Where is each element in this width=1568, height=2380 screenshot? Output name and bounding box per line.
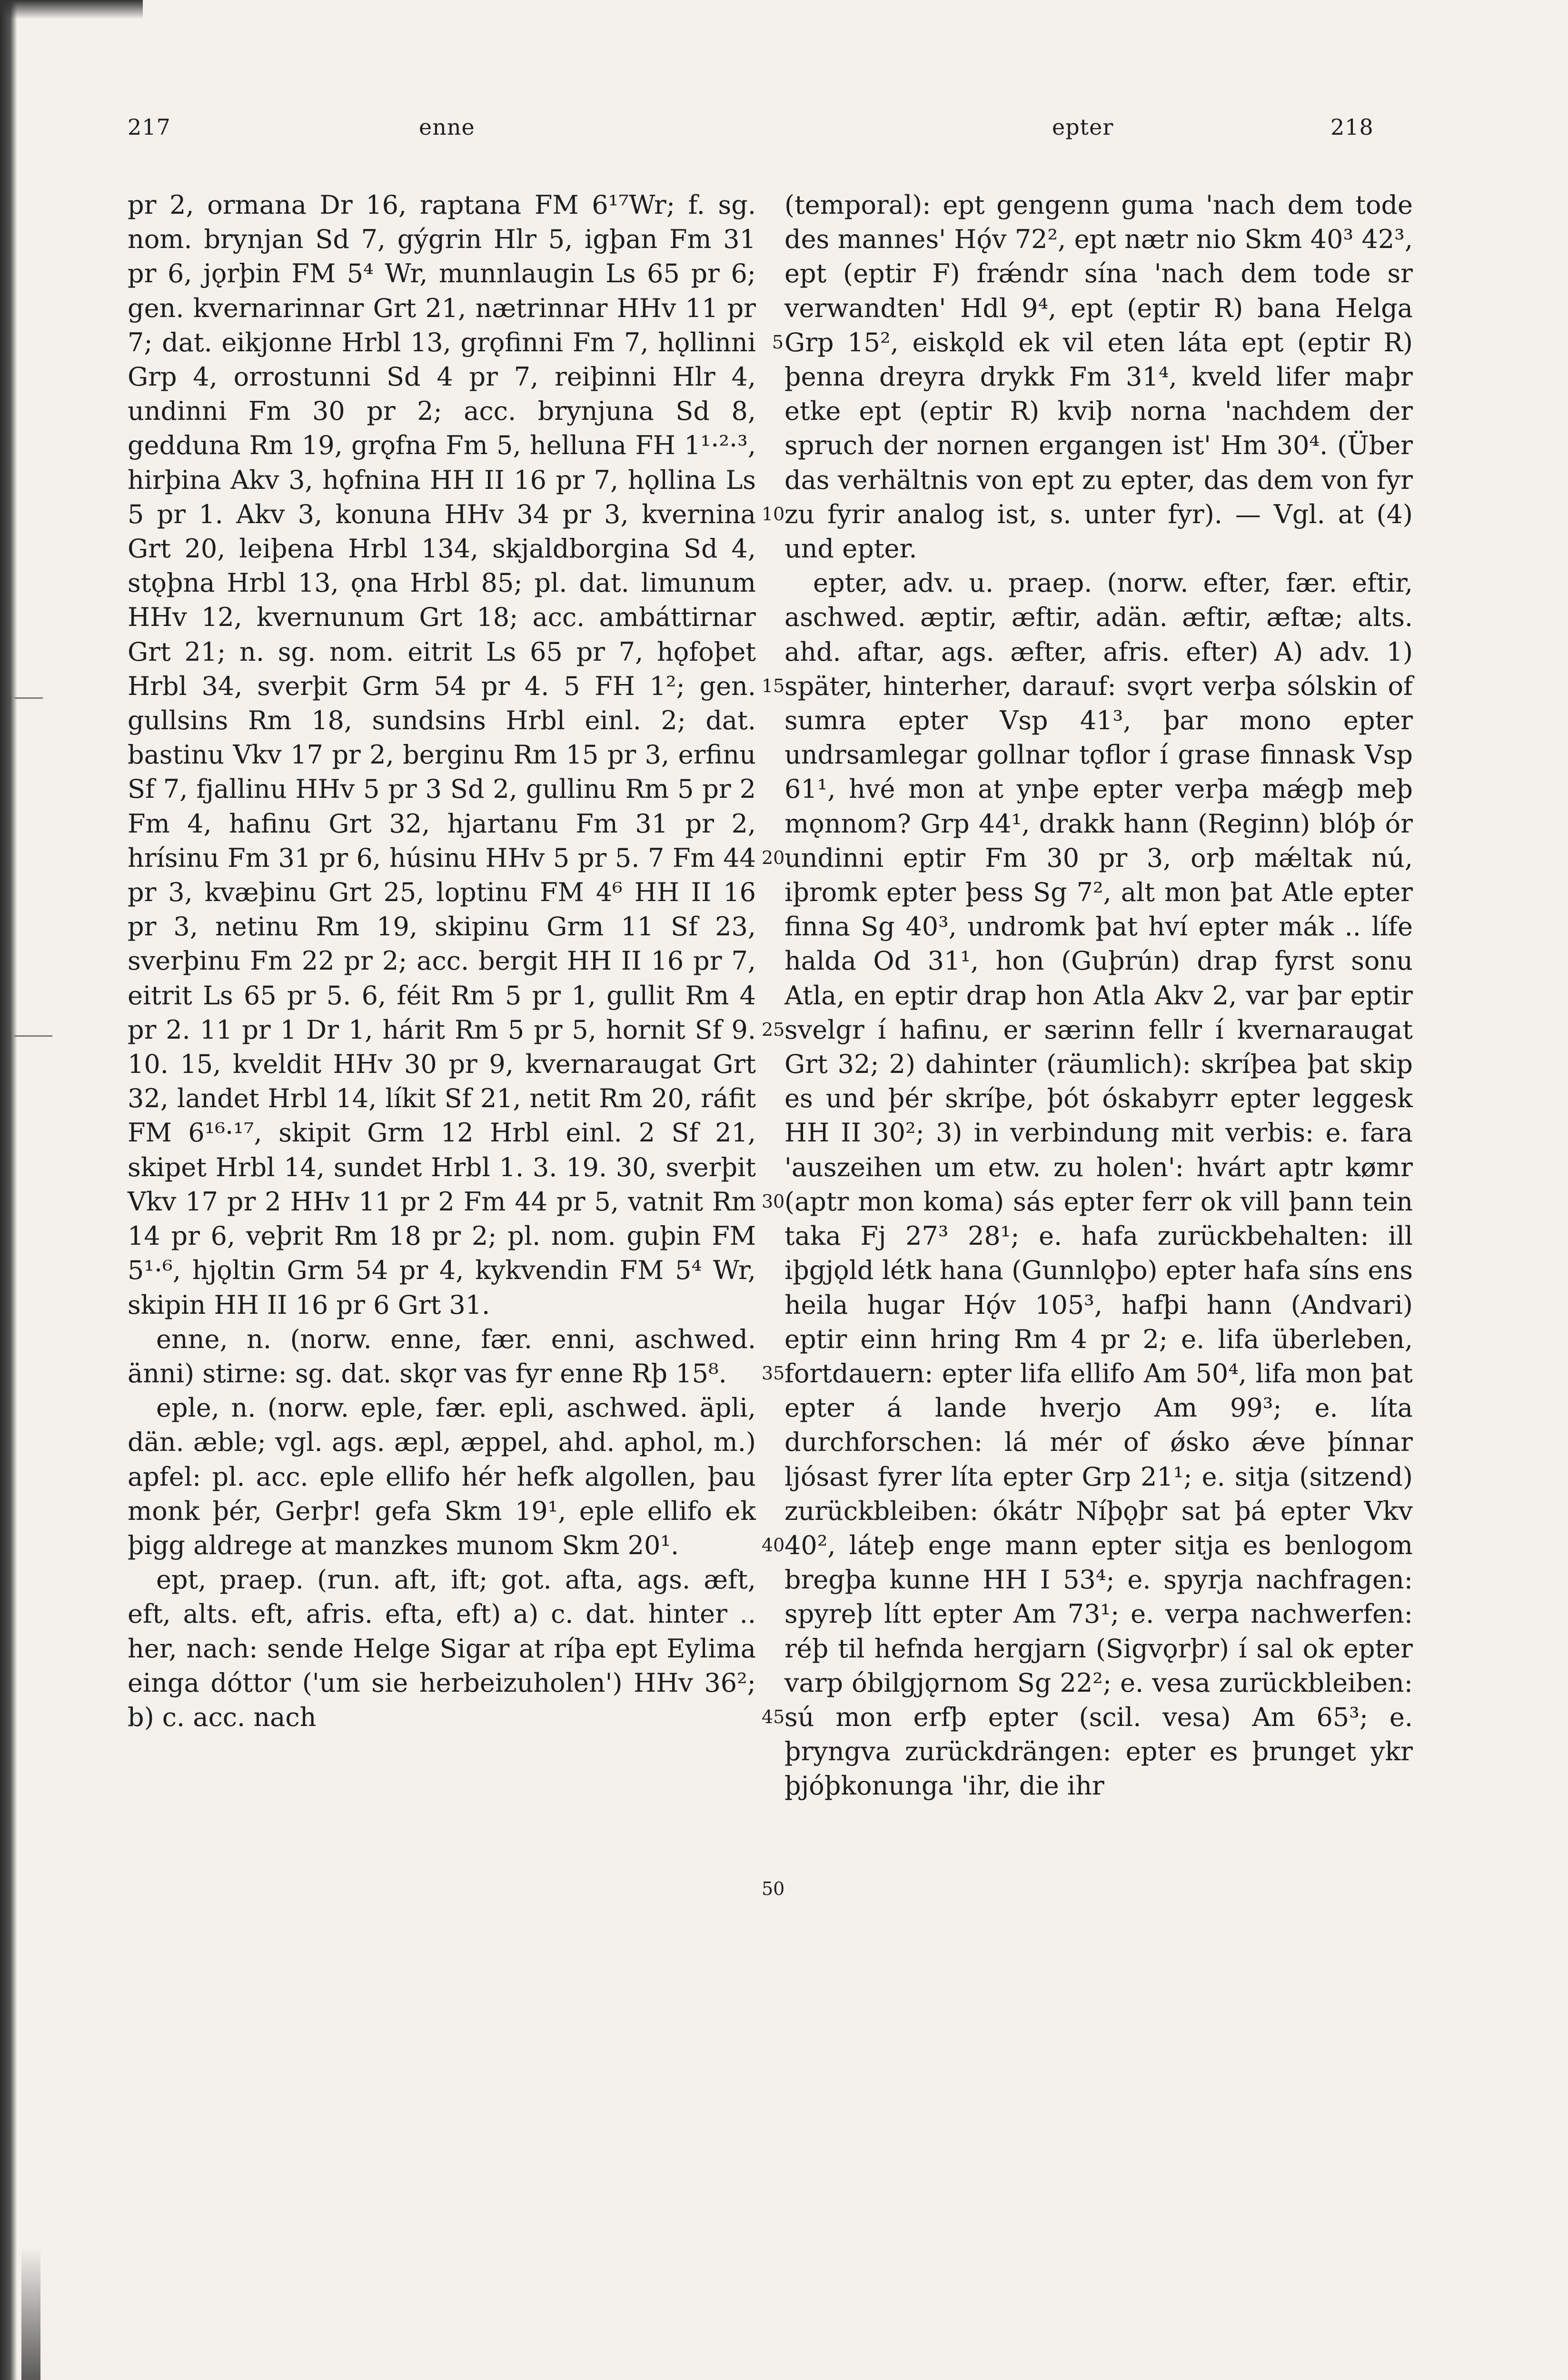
line-number: 5 (772, 332, 784, 353)
page-number-right: 218 (1330, 114, 1374, 140)
scan-corner (0, 0, 143, 19)
running-head-left: enne (419, 114, 475, 140)
entry-ept-continuation: (temporal): ept gengenn guma 'nach dem tode des mannes' Hǫ́v 72², ept nætr nio Skm 40³ 42³, ept (eptir F) frǽndr sína 'nach dem tode sr verwandten' Hdl 9⁴, ept (eptir R) bana Helga Grp 15², eiskǫld ek vil eten láta ept (eptir R) þenna dreyra drykk Fm 31⁴, kveld lifer maþr etke ept (eptir R) kviþ norna 'nachdem der spruch der nornen ergangen ist' Hm 30⁴. (Über das verhältnis von ept zu epter, das dem von fyr zu fyrir analog ist, s. unter fyr). — Vgl. at (4) und epter. (784, 190, 1413, 564)
margin-mark (14, 1035, 52, 1037)
line-number: 25 (762, 1019, 785, 1040)
line-number: 35 (762, 1363, 785, 1384)
left-column (128, 188, 756, 1735)
entry-continuation: pr 2, ormana Dr 16, raptana FM 6¹⁷Wr; f. sg. nom. brynjan Sd 7, gýgrin Hlr 5, igþan Fm 31 pr 6, jǫrþin FM 5⁴ Wr, munnlaugin Ls 65 pr 6; gen. kvernarinnar Grt 21, nætrinnar HHv 11 pr 7; dat. eikjonne Hrbl 13, grǫfinni Fm 7, hǫllinni Grp 4, orrostunni Sd 4 pr 7, reiþinni Hlr 4, undinni Fm 30 pr 2; acc. brynjuna Sd 8, gedduna Rm 19, grǫfna Fm 5, helluna FH 1¹·²·³, hirþina Akv 3, hǫfnina HH II 16 pr 7, hǫllina Ls 5 pr 1. Akv 3, konuna HHv 34 pr 3, kvernina Grt 20, leiþena Hrbl 134, skjaldborgina Sd 4, stǫþna Hrbl 13, ǫna Hrbl 85; pl. dat. limunum HHv 12, kvernunum Grt 18; acc. ambáttirnar Grt 21; n. sg. nom. eitrit Ls 65 pr 7, hǫfoþet Hrbl 34, sverþit Grm 54 pr 4. 5 FH 1²; gen. gullsins Rm 18, sundsins Hrbl einl. 2; dat. bastinu Vkv 17 pr 2, berginu Rm 15 pr 3, erfinu Sf 7, fjallinu HHv 5 pr 3 Sd 2, gullinu Rm 5 pr 2 Fm 4, hafinu Grt 32, hjartanu Fm 31 pr 2, hrísinu Fm 31 pr 6, húsinu HHv 5 pr 5. 7 Fm 44 pr 3, kvæþinu Grt 25, loptinu FM 4⁶ HH II 16 pr 3, netinu Rm 19, skipinu Grm 11 Sf 23, sverþinu Fm 22 pr 2; acc. bergit HH II 16 pr 7, eitrit Ls 65 pr 5. 6, féit Rm 5 pr 1, gullit Rm 4 pr 2. 11 pr 1 Dr 1, hárit Rm 5 pr 5, hornit Sf 9. 10. 15, kveldit HHv 30 pr 9, kvernaraugat Grt 32, landet Hrbl 14, líkit Sf 21, netit Rm 20, ráfit FM 6¹⁶·¹⁷, skipit Grm 12 Hrbl einl. 2 Sf 21, skipet Hrbl 14, sundet Hrbl 1. 3. 19. 30, sverþit Vkv 17 pr 2 HHv 11 pr 2 Fm 44 pr 5, vatnit Rm 14 pr 6, veþrit Rm 18 pr 2; pl. nom. guþin FM 5¹·⁶, hjǫltin Grm 54 pr 4, kykvendin FM 5⁴ Wr, skipin HH II 16 pr 6 Grt 31. (128, 190, 756, 1320)
line-number: 50 (762, 1878, 785, 1899)
entry-epter: epter, adv. u. praep. (norw. efter, fær. eftir, aschwed. æptir, æftir, adän. æftir, æftæ; alts. ahd. aftar, ags. æfter, afris. efter) A) adv. 1) später, hinterher, darauf: svǫrt verþa sólskin of sumra epter Vsp 41³, þar mono epter undrsamlegar gollnar tǫflor í grase finnask Vsp 61¹, hvé mon at ynþe epter verþa mǽgþ meþ mǫnnom? Grp 44¹, drakk hann (Reginn) blóþ ór undinni eptir Fm 30 pr 3, orþ mǽltak nú, iþromk epter þess Sg 7², alt mon þat Atle epter finna Sg 40³, undromk þat hví epter mák .. lífe halda Od 31¹, hon (Guþrún) drap fyrst sonu Atla, en eptir drap hon Atla Akv 2, var þar eptir svelgr í hafinu, er særinn fellr í kvernaraugat Grt 32; 2) dahinter (räumlich): skríþea þat skip es und þér skríþe, þót óskabyrr epter leggesk HH II 30²; 3) in verbindung mit verbis: e. fara 'auszeihen um etw. zu holen': hvárt aptr kømr (aptr mon koma) sás epter ferr ok vill þann tein taka Fj 27³ 28¹; e. hafa zurückbehalten: ill iþgjǫld létk hana (Gunnlǫþo) epter hafa síns ens heila hugar Hǫ́v 105³, hafþi hann (Andvari) eptir einn hring Rm 4 pr 2; e. lifa überleben, fortdauern: epter lifa ellifo Am 50⁴, lifa mon þat epter á lande hverjo Am 99³; e. líta durchforschen: lá mér of ǿsko ǽve þínnar ljósast fyrer líta epter Grp 21¹; e. sitja (sitzend) zurückbleiben: ókátr Níþǫþr sat þá epter Vkv 40², láteþ enge mann epter sitja es benlogom bregþa kunne HH I 53⁴; e. spyrja nachfragen: spyreþ lítt epter Am 73¹; e. verpa nachwerfen: réþ til hefnda hergjarn (Sigvǫrþr) í sal ok epter varp óbilgjǫrnom Sg 22²; e. vesa zurückbleiben: sú mon erfþ epter (scil. vesa) Am 65³; e. þryngva zurückdrängen: epter es þrunget ykr þjóþkonunga 'ihr, die ihr (784, 568, 1413, 1801)
line-number: 10 (762, 504, 785, 525)
line-number: 45 (762, 1706, 785, 1727)
line-number: 30 (762, 1191, 785, 1212)
margin-mark (14, 697, 43, 699)
scan-edge (0, 0, 17, 2380)
entry-enne: enne, n. (norw. enne, fær. enni, aschwed. änni) stirne: sg. dat. skǫr vas fyr enne Rþ 15⁸. (128, 1324, 756, 1388)
running-head-right: epter (1052, 114, 1114, 140)
line-numbers (762, 188, 784, 2380)
line-number: 15 (762, 675, 785, 696)
line-number: 20 (762, 847, 785, 868)
page-number-left: 217 (128, 114, 171, 140)
line-number: 40 (762, 1535, 785, 1556)
entry-eple: eple, n. (norw. eple, fær. epli, aschwed. äpli, dän. æble; vgl. ags. æpl, æppel, ahd. aphol, m.) apfel: pl. acc. eple ellifo hér hefk algollen, þau monk þér, Gerþr! gefa Skm 19¹, eple ellifo ek þigg aldrege at manzkes munom Skm 20¹. (128, 1393, 756, 1560)
right-column (784, 188, 1413, 1804)
entry-ept: ept, praep. (run. aft, ift; got. afta, ags. æft, eft, alts. eft, afris. efta, eft) a) c. dat. hinter .. her, nach: sende Helge Sigar at ríþa ept Eylima einga dóttor ('um sie herbeizuholen') HHv 36²; b) c. acc. nach (128, 1565, 756, 1732)
scan-edge-mark (21, 2247, 40, 2380)
